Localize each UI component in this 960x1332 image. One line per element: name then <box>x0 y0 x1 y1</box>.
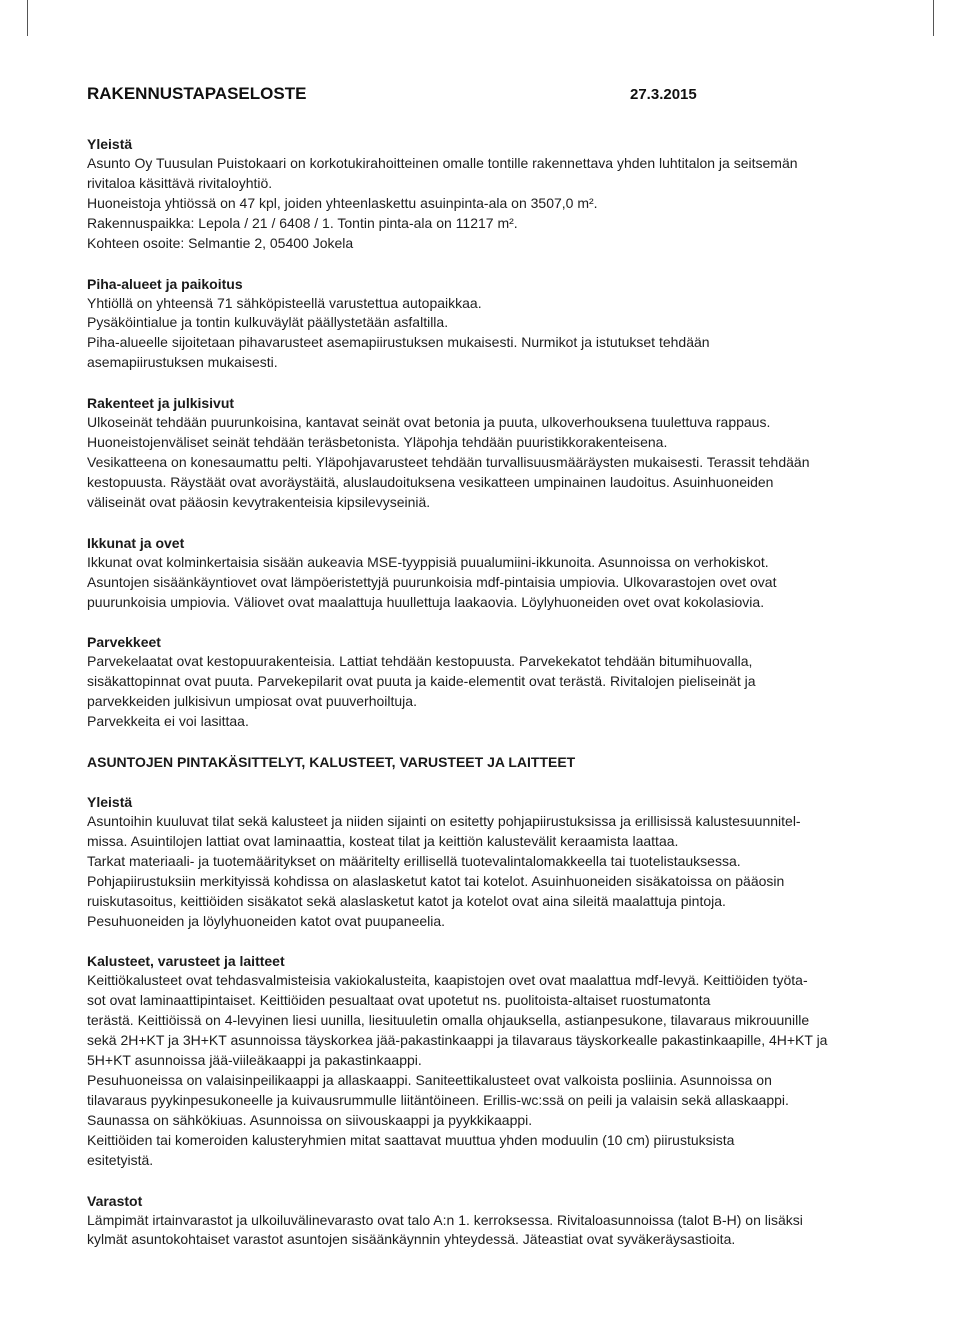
paragraph-line: väliseinät ovat pääosin kevytrakenteisia kipsilevyseiniä. <box>87 493 431 510</box>
paragraph-line: Pesuhuoneissa on valaisinpeilikaappi ja allaskaappi. Saniteettikalusteet ovat valkoista posliinia. Asunnoissa on <box>87 1072 772 1088</box>
document-header <box>87 84 887 110</box>
paragraph-line: missa. Asuintilojen lattiat ovat laminaattia, kosteat tilat ja keittiön kalustevälit keraamista laattaa. <box>87 832 679 849</box>
document-title: RAKENNUSTAPASELOSTE <box>87 84 307 103</box>
paragraph-line: sekä 2H+KT ja 3H+KT asunnoissa täyskorkea jää-pakastinkaappi ja tilavaraus täyskorkealle pakastinkaapille, 4H+KT ja <box>87 1032 828 1049</box>
paragraph-line: Rakennuspaikka: Lepola / 21 / 6408 / 1. Tontin pinta-ala on 11217 m². <box>87 214 518 231</box>
section-title: Kalusteet, varusteet ja laitteet <box>87 953 285 970</box>
paragraph-line: ruiskutasoitus, keittiöiden sisäkatot sekä alaslasketut katot ja kotelot ovat aina sileitä maalattuja pintoja. <box>87 892 726 909</box>
section-title: Piha-alueet ja paikoitus <box>87 275 243 292</box>
section-yleista <box>87 134 887 254</box>
paragraph-line: Keittiökalusteet ovat tehdasvalmisteisia vakiokalusteita, kaapistojen ovet ovat maalattua mdf-levyä. Keittiöiden työta- <box>87 972 808 989</box>
paragraph-line: Asuntojen sisäänkäyntiovet ovat lämpöeristettyjä puurunkoisia mdf-pintaisia umpiovia. Ulkovarastojen ovet ovat <box>87 573 777 590</box>
paragraph-line: Kohteen osoite: Selmantie 2, 05400 Jokela <box>87 234 354 251</box>
section-title: Yleistä <box>87 794 133 811</box>
paragraph-line: Asuntoihin kuuluvat tilat sekä kalusteet ja niiden sijainti on esitetty pohjapiirustuksissa ja erillisissä kalustesuunnitel- <box>87 813 801 830</box>
paragraph-line: kylmät asuntokohtaiset varastot asuntojen sisäänkäynnin yhteydessä. Jäteastiat ovat syväkeräysastioita. <box>87 1231 736 1248</box>
section-yleista-asunnot <box>87 792 887 931</box>
section-title: Ikkunat ja ovet <box>87 534 185 551</box>
paragraph-line: Lämpimät irtainvarastot ja ulkoiluvälinevarasto ovat talo A:n 1. kerroksessa. Rivitaloasunnoissa (talot B-H) on lisäksi <box>87 1211 803 1228</box>
paragraph-line: Pohjapiirustuksiin merkityissä kohdissa on alaslasketut katot tai kotelot. Asuinhuoneiden sisäkatoissa on pääosin <box>87 872 785 889</box>
paragraph-line: Keittiöiden tai komeroiden kalusteryhmien mitat saattavat muuttua yhden moduulin (10 cm) piirustuksista <box>87 1131 735 1148</box>
paragraph-line: Pysäköintialue ja tontin kulkuväylät päällystetään asfaltilla. <box>87 314 449 331</box>
section-title: Rakenteet ja julkisivut <box>87 395 235 412</box>
paragraph-line: terästä. Keittiöissä on 4-levyinen liesi uunilla, liesituuletin omalla ohjauksella, astianpesukone, tilavaraus mikrouunille <box>87 1012 810 1029</box>
paragraph-line: Vesikatteena on konesaumattu pelti. Yläpohjavarusteet tehdään turvallisuusmääräysten mukaisesti. Terassit tehdään <box>87 453 810 470</box>
document-date: 27.3.2015 <box>630 86 697 103</box>
crop-mark-right <box>933 0 934 36</box>
section-rakenteet <box>87 393 887 513</box>
section-piha-alueet <box>87 274 887 374</box>
paragraph-line: kestopuusta. Räystäät ovat avoräystäitä, aluslaudoituksena vesikatteen umpinainen laudoitus. Asuinhuoneiden <box>87 473 774 490</box>
paragraph-line: parvekkeiden julkisivun umpiosat ovat puuverhoiltuja. <box>87 693 417 710</box>
section-title: Varastot <box>87 1192 143 1209</box>
paragraph-line: Tarkat materiaali- ja tuotemääritykset on määritelty erillisellä tuotevalintalomakkeella tai tuotelistauksessa. <box>87 852 741 869</box>
paragraph-line: Pesuhuoneiden ja löylyhuoneiden katot ovat puupaneelia. <box>87 912 446 929</box>
paragraph-line: Yhtiöllä on yhteensä 71 sähköpisteellä varustettua autopaikkaa. <box>87 294 482 311</box>
paragraph-line: puurunkoisia umpiovia. Väliovet ovat maalattuja huullettuja laakaovia. Löylyhuoneiden ovet ovat kokolasiovia. <box>87 593 765 610</box>
paragraph-line: sisäkattopinnat ovat puuta. Parvekepilarit ovat puuta ja kaide-elementit ovat terästä. Rivitalojen pieliseinät ja <box>87 673 756 690</box>
section-varastot <box>87 1191 887 1251</box>
document-page <box>87 84 887 1250</box>
section-kalusteet <box>87 951 887 1170</box>
paragraph-line: Saunassa on sähkökiuas. Asunnoissa on siivouskaappi ja pyykkikaappi. <box>87 1111 533 1128</box>
paragraph-line: Parvekelaatat ovat kestopuurakenteisia. Lattiat tehdään kestopuusta. Parvekekatot tehdään bitumihuovalla, <box>87 653 753 670</box>
section-title: Parvekkeet <box>87 634 161 651</box>
paragraph-line: Parvekkeita ei voi lasittaa. <box>87 713 249 730</box>
section-title: Yleistä <box>87 136 133 152</box>
paragraph-line: Ikkunat ovat kolminkertaisia sisään aukeavia MSE-tyyppisiä puualumiini-ikkunoita. Asunnoissa on verhokiskot. <box>87 553 769 570</box>
paragraph-line: Ulkoseinät tehdään puurunkoisina, kantavat seinät ovat betonia ja puuta, ulkoverhouksena tuulettuva rappaus. <box>87 414 771 431</box>
paragraph-line: rivitaloa käsittävä rivitaloyhtiö. <box>87 174 273 191</box>
paragraph-line: Huoneistoja yhtiössä on 47 kpl, joiden yhteenlaskettu asuinpinta-ala on 3507,0 m². <box>87 194 598 211</box>
paragraph-line: 5H+KT asunnoissa jää-viileäkaappi ja pakastinkaappi. <box>87 1052 422 1069</box>
section-ikkunat-ja-ovet <box>87 533 887 613</box>
paragraph-line: Asunto Oy Tuusulan Puistokaari on korkotukirahoitteinen omalle tontille rakennettava yhden luhtitalon ja seitsemän <box>87 155 798 171</box>
paragraph-line: asemapiirustuksen mukaisesti. <box>87 354 278 371</box>
section-parvekkeet <box>87 632 887 732</box>
paragraph-line: tilavaraus pyykinpesukoneelle ja kuivausrummulle liitäntöineen. Erillis-wc:ssä on peili ja valaisin sekä allaskaappi. <box>87 1091 789 1108</box>
paragraph-line: sot ovat laminaattipintaiset. Keittiöiden pesualtaat ovat upotetut ns. puolitoista-altaiset ruostumatonta <box>87 992 711 1009</box>
paragraph-line: Huoneistojenväliset seinät tehdään teräsbetonista. Yläpohja tehdään puuristikkorakenteisena. <box>87 434 668 451</box>
paragraph-line: esitetyistä. <box>87 1151 154 1168</box>
crop-mark-left <box>27 0 28 36</box>
paragraph-line: Piha-alueelle sijoitetaan pihavarusteet asemapiirustuksen mukaisesti. Nurmikot ja istutukset tehdään <box>87 334 710 351</box>
chapter-title: ASUNTOJEN PINTAKÄSITTELYT, KALUSTEET, VARUSTEET JA LAITTEET <box>87 754 576 771</box>
